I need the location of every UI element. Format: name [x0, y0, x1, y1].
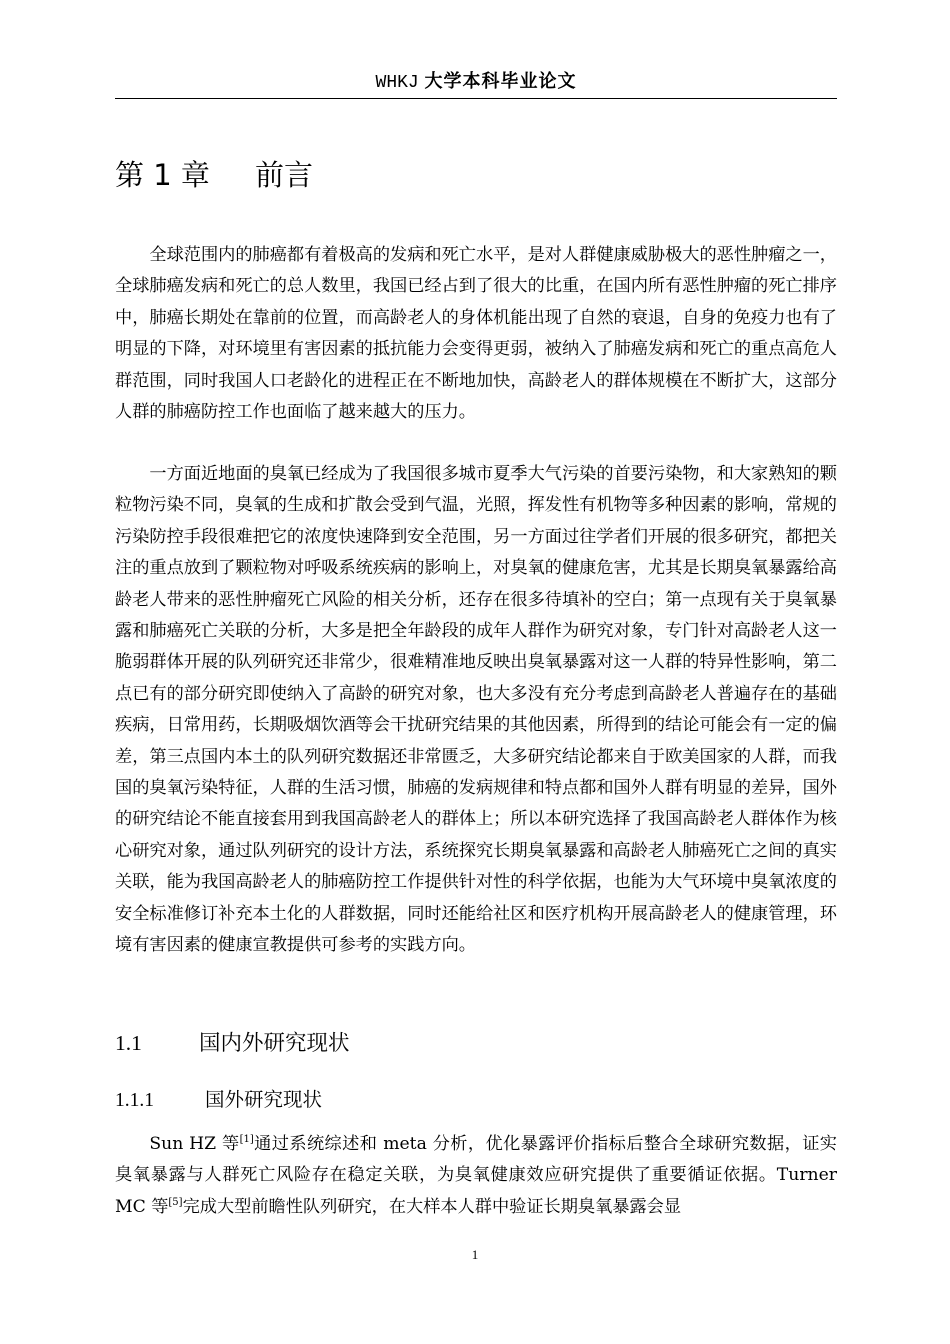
header-rule — [115, 98, 837, 99]
chapter-heading — [115, 155, 313, 195]
chapter-number: 第 1 章 — [115, 158, 210, 192]
paragraph-3-part-a: Sun HZ 等 — [149, 1134, 240, 1154]
citation-1[interactable]: [1] — [239, 1134, 254, 1145]
section-number: 1.1 — [115, 1031, 142, 1055]
paragraph-3-part-c: 完成大型前瞻性队列研究，在大样本人群中验证长期臭氧暴露会显 — [182, 1196, 682, 1217]
paragraph-2: 一方面近地面的臭氧已经成为了我国很多城市夏季大气污染的首要污染物，和大家熟知的颗粒物污染不同，臭氧的生成和扩散会受到气温，光照，挥发性有机物等多种因素的影响，常规的污染防控手段很难把它的浓度快速降到安全范围，另一方面过往学者们开展的很多研究，都把关注的重点放到了颗粒物对呼吸系统疾病的影响上，对臭氧的健康危害，尤其是长期臭氧暴露给高龄老人带来的恶性肿瘤死亡风险的相关分析，还存在很多待填补的空白；第一点现有关于臭氧暴露和肺癌死亡关联的分析，大多是把全年龄段的成年人群作为研究对象，专门针对高龄老人这一脆弱群体开展的队列研究还非常少，很难精准地反映出臭氧暴露对这一人群的特异性影响，第二点已有的部分研究即使纳入了高龄的研究对象，也大多没有充分考虑到高龄老人普遍存在的基础疾病，日常用药，长期吸烟饮酒等会干扰研究结果的其他因素，所得到的结论可能会有一定的偏差，第三点国内本土的队列研究数据还非常匮乏，大多研究结论都来自于欧美国家的人群，而我国的臭氧污染特征，人群的生活习惯，肺癌的发病规律和特点都和国外人群有明显的差异，国外的研究结论不能直接套用到我国高龄老人的群体上；所以本研究选择了我国高龄老人群体作为核心研究对象，通过队列研究的设计方法，系统探究长期臭氧暴露和高龄老人肺癌死亡之间的真实关联，能为我国高龄老人的肺癌防控工作提供针对性的科学依据，也能为大气环境中臭氧浓度的安全标准修订补充本土化的人群数据，同时还能给社区和医疗机构开展高龄老人的健康管理，环境有害因素的健康宣教提供可参考的实践方向。 — [115, 464, 837, 956]
paragraph-3 — [115, 1129, 837, 1223]
page-number: 1 — [471, 1247, 479, 1262]
paragraph-3-part-b: 通过系统综述和 meta 分析，优化暴露评价指标后整合全球研究数据，证实臭氧暴露与人群死亡风险存在稳定关联，为臭氧健康效应研究提供了重要循证依据。Turner MC 等 — [115, 1134, 837, 1217]
header-title: 大学本科毕业论文 — [424, 71, 577, 92]
section-title: 国内外研究现状 — [199, 1031, 350, 1056]
chapter-title: 前言 — [255, 158, 314, 192]
subsection-number: 1.1.1 — [115, 1090, 154, 1111]
subsection-heading — [115, 1085, 322, 1115]
header-prefix: WHKJ — [375, 73, 419, 93]
page-header — [115, 70, 837, 95]
citation-5[interactable]: [5] — [168, 1196, 183, 1208]
section-heading — [115, 1027, 350, 1059]
paragraph-1: 全球范围内的肺癌都有着极高的发病和死亡水平，是对人群健康威胁极大的恶性肿瘤之一，全球肺癌发病和死亡的总人数里，我国已经占到了很大的比重，在国内所有恶性肿瘤的死亡排序中，肺癌长期处在靠前的位置，而高龄老人的身体机能出现了自然的衰退，自身的免疫力也有了明显的下降，对环境里有害因素的抵抗能力会变得更弱，被纳入了肺癌发病和死亡的重点高危人群范围，同时我国人口老龄化的进程正在不断地加快，高龄老人的群体规模在不断扩大，这部分人群的肺癌防控工作也面临了越来越大的压力。 — [115, 245, 837, 423]
subsection-title: 国外研究现状 — [205, 1088, 323, 1111]
